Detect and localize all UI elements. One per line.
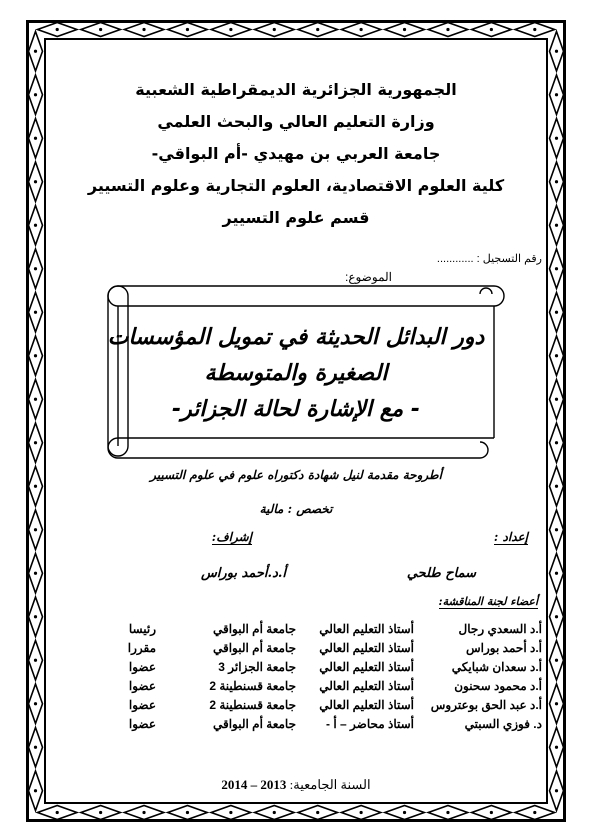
- jury-label: أعضاء لجنة المناقشة:: [438, 595, 538, 608]
- jury-member-name: د. فوزي السبتي: [464, 716, 542, 731]
- border-dot: [34, 615, 37, 618]
- jury-member-role: رئيسا: [128, 621, 156, 636]
- border-dot: [446, 811, 449, 814]
- border-dot: [229, 811, 232, 814]
- faculty-name: كلية العلوم الاقتصادية، العلوم التجارية وعلوم التسيير: [87, 176, 505, 195]
- jury-member-university: جامعة أم البواقي: [212, 621, 296, 636]
- jury-member-name: أ.د سعدان شبايكي: [451, 659, 542, 674]
- border-dot: [34, 789, 37, 792]
- border-dot: [316, 811, 319, 814]
- border-dot: [533, 28, 536, 31]
- jury-member-role: عضوا: [128, 697, 156, 712]
- border-dot: [273, 28, 276, 31]
- border-dot: [34, 702, 37, 705]
- jury-member-university: جامعة أم البواقي: [212, 716, 296, 731]
- supervision-label: إشراف:: [211, 530, 252, 544]
- border-dot: [555, 50, 558, 53]
- border-dot: [34, 441, 37, 444]
- border-dot: [34, 93, 37, 96]
- border-dot: [555, 528, 558, 531]
- academic-year-value: 2013 – 2014: [221, 777, 287, 792]
- border-dot: [490, 811, 493, 814]
- border-dot: [555, 746, 558, 749]
- border-dot: [360, 28, 363, 31]
- jury-member-name: أ.د محمود سحنون: [454, 678, 542, 693]
- table-row: [52, 676, 542, 695]
- border-dot: [555, 615, 558, 618]
- border-dot: [34, 267, 37, 270]
- table-row: [52, 657, 542, 676]
- border-dot: [34, 572, 37, 575]
- department-name: قسم علوم التسيير: [222, 208, 370, 227]
- border-dot: [555, 224, 558, 227]
- registration-number: رقم التسجيل : ............: [436, 253, 542, 265]
- jury-member-name: أ.د أحمد بوراس: [466, 640, 542, 655]
- border-dot: [99, 28, 102, 31]
- border-dot: [555, 702, 558, 705]
- student-name: سماح طلحي: [406, 566, 476, 581]
- jury-table: [52, 619, 542, 733]
- border-dot: [273, 811, 276, 814]
- supervisor-name: أ.د.أحمد بوراس: [200, 566, 286, 581]
- subject-label: الموضوع:: [344, 270, 392, 284]
- border-dot: [34, 354, 37, 357]
- border-dot: [186, 28, 189, 31]
- border-dot: [360, 811, 363, 814]
- border-dot: [490, 28, 493, 31]
- jury-member-rank: أستاذ التعليم العالي: [319, 697, 414, 712]
- border-dot: [555, 659, 558, 662]
- thesis-title: [96, 320, 496, 428]
- thesis-statement: أطروحة مقدمة لنيل شهادة دكتوراه علوم في علوم التسيير: [150, 468, 442, 482]
- border-dot: [186, 811, 189, 814]
- border-dot: [555, 93, 558, 96]
- border-dot: [142, 811, 145, 814]
- border-dot: [555, 789, 558, 792]
- university-name: جامعة العربي بن مهيدي -أم البواقي-: [151, 144, 441, 163]
- academic-year-label: السنة الجامعية:: [289, 777, 371, 792]
- border-dot: [533, 811, 536, 814]
- jury-member-role: عضوا: [128, 659, 156, 674]
- jury-member-university: جامعة قسنطينة 2: [209, 678, 296, 693]
- preparation-label: إعداد :: [493, 530, 528, 544]
- border-dot: [34, 485, 37, 488]
- border-dot: [555, 180, 558, 183]
- jury-member-rank: أستاذ التعليم العالي: [319, 621, 414, 636]
- title-line-1: دور البدائل الحديثة في تمويل المؤسسات: [107, 325, 485, 350]
- border-dot: [34, 50, 37, 53]
- border-dot: [555, 354, 558, 357]
- border-dot: [555, 441, 558, 444]
- border-dot: [555, 485, 558, 488]
- border-dot: [316, 28, 319, 31]
- jury-member-role: مقررا: [127, 640, 156, 655]
- border-dot: [555, 137, 558, 140]
- jury-member-university: جامعة قسنطينة 2: [209, 697, 296, 712]
- border-dot: [34, 746, 37, 749]
- border-dot: [34, 659, 37, 662]
- border-dot: [34, 180, 37, 183]
- jury-member-rank: أستاذ محاضر – أ -: [326, 716, 414, 731]
- border-dot: [99, 811, 102, 814]
- border-dot: [34, 528, 37, 531]
- jury-member-rank: أستاذ التعليم العالي: [319, 640, 414, 655]
- border-dot: [34, 137, 37, 140]
- table-row: [52, 695, 542, 714]
- specialization: تخصص : مالية: [259, 502, 333, 516]
- jury-member-name: أ.د السعدي رجال: [458, 621, 542, 636]
- border-dot: [34, 398, 37, 401]
- jury-member-role: عضوا: [128, 678, 156, 693]
- border-dot: [555, 267, 558, 270]
- border-dot: [34, 311, 37, 314]
- cover-page: [50, 44, 542, 798]
- republic-name: الجمهورية الجزائرية الديمقراطية الشعبية: [135, 80, 457, 99]
- border-dot: [56, 28, 59, 31]
- border-dot: [403, 28, 406, 31]
- border-dot: [34, 224, 37, 227]
- border-dot: [555, 311, 558, 314]
- jury-member-rank: أستاذ التعليم العالي: [319, 659, 414, 674]
- border-dot: [403, 811, 406, 814]
- border-dot: [555, 398, 558, 401]
- jury-member-university: جامعة أم البواقي: [212, 640, 296, 655]
- title-line-3: - مع الإشارة لحالة الجزائر-: [172, 397, 420, 422]
- title-line-2: الصغيرة والمتوسطة: [204, 361, 388, 386]
- border-dot: [142, 28, 145, 31]
- border-dot: [555, 572, 558, 575]
- table-row: [52, 619, 542, 638]
- border-dot: [229, 28, 232, 31]
- jury-member-university: جامعة الجزائر 3: [218, 659, 296, 674]
- academic-year: [50, 777, 542, 793]
- border-dot: [446, 28, 449, 31]
- ministry-name: وزارة التعليم العالي والبحث العلمي: [157, 112, 435, 131]
- jury-member-role: عضوا: [128, 716, 156, 731]
- border-dot: [56, 811, 59, 814]
- table-row: [52, 714, 542, 733]
- jury-member-name: أ.د عبد الحق بوعتروس: [430, 697, 542, 712]
- table-row: [52, 638, 542, 657]
- jury-member-rank: أستاذ التعليم العالي: [319, 678, 414, 693]
